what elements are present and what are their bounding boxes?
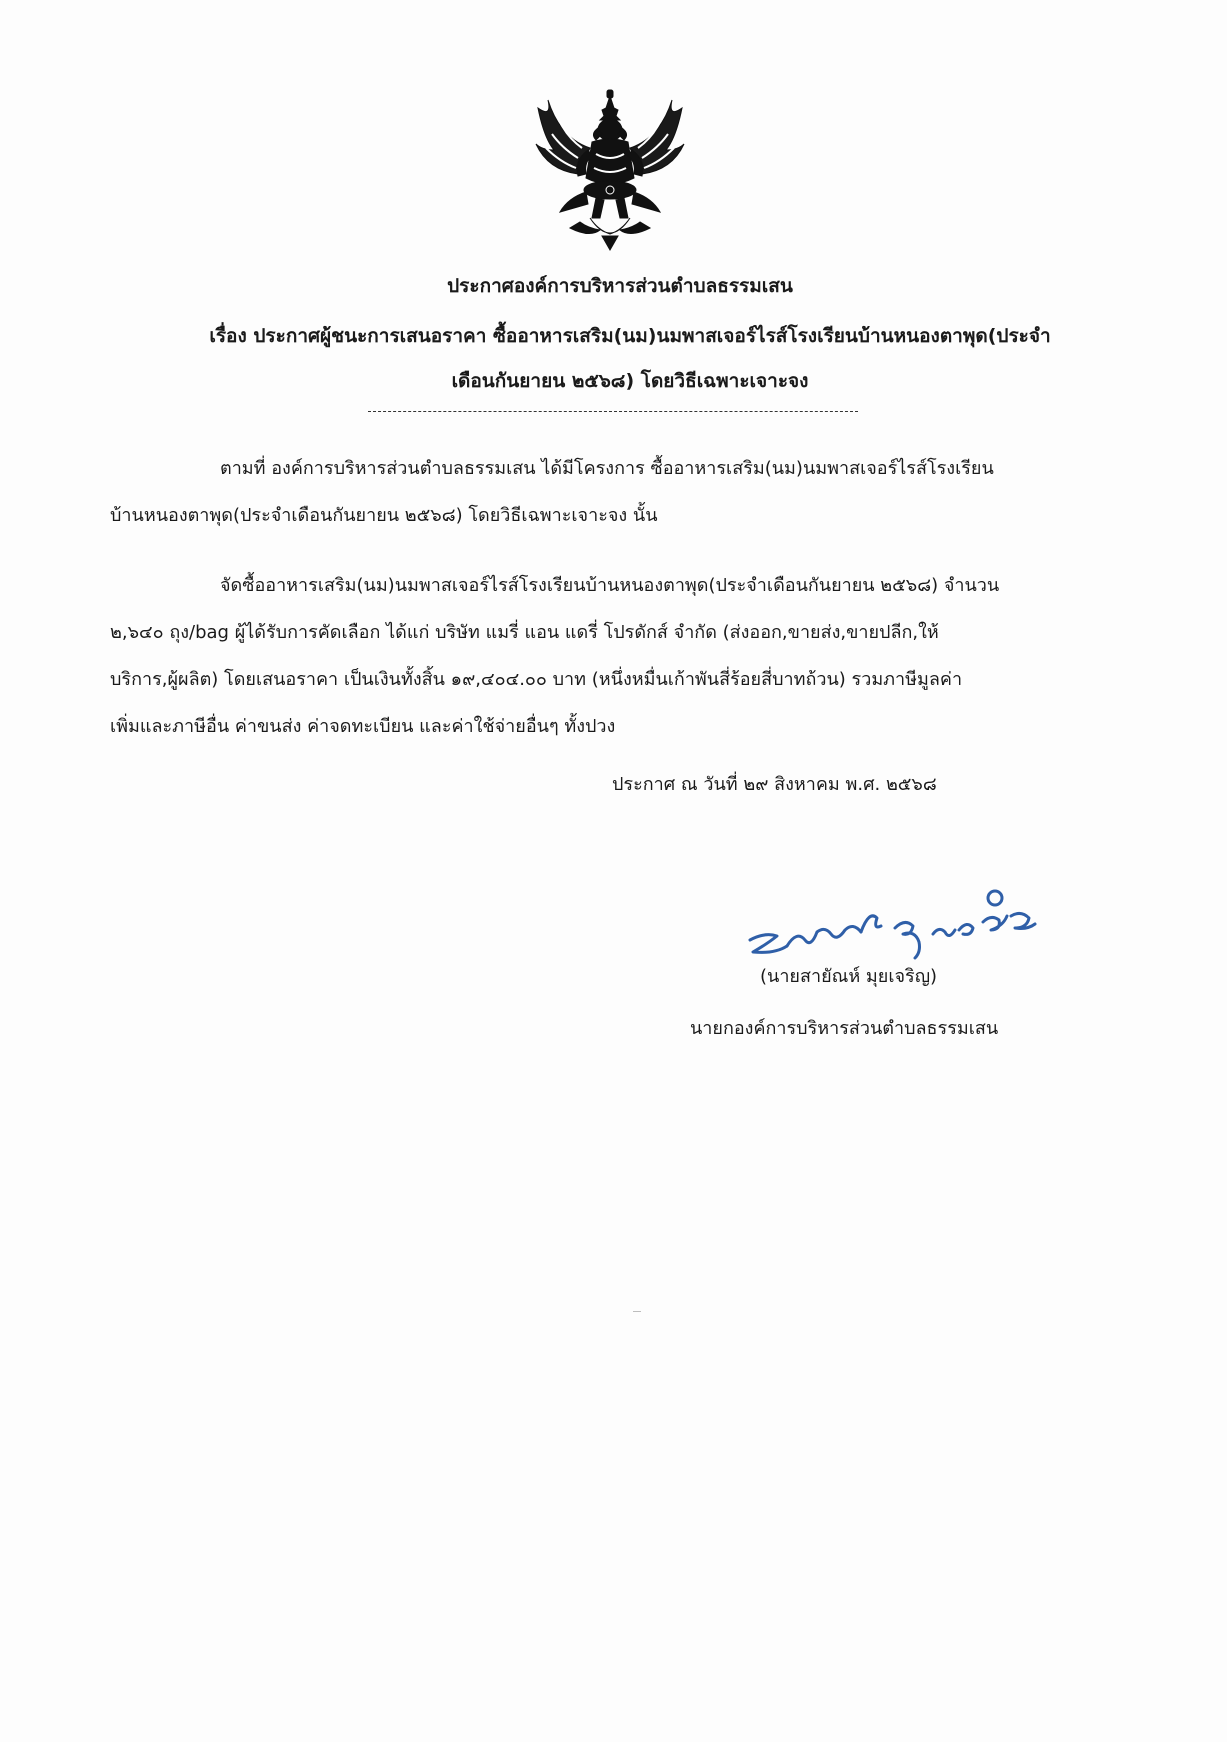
divider-line — [368, 411, 858, 412]
subject-line: เรื่อง ประกาศผู้ชนะการเสนอราคา ซื้ออาหารเสริม(นม)นมพาสเจอร์ไรส์โรงเรียนบ้านหนองตาพุด(ประจำ — [209, 325, 1051, 347]
signatory-name: (นายสายัณห์ มุยเจริญ) — [760, 966, 938, 987]
scan-speck — [633, 1311, 641, 1312]
paragraph-line: จัดซื้ออาหารเสริม(นม)นมพาสเจอร์ไรส์โรงเรียนบ้านหนองตาพุด(ประจำเดือนกันยายน ๒๕๖๘) จำนวน — [220, 575, 1000, 596]
signatory-position: นายกองค์การบริหารส่วนตำบลธรรมเสน — [690, 1018, 999, 1039]
paragraph-line: ๒,๖๔๐ ถุง/bag ผู้ได้รับการคัดเลือก ได้แก่ บริษัท แมรี่ แอน แดรี่ โปรดักส์ จำกัด (ส่งออก,ขายส่ง,ขายปลีก,ให้ — [110, 622, 939, 643]
paragraph-line: บ้านหนองตาพุด(ประจำเดือนกันยายน ๒๕๖๘) โดยวิธีเฉพาะเจาะจง นั้น — [110, 505, 658, 526]
subject-line: เดือนกันยายน ๒๕๖๘) โดยวิธีเฉพาะเจาะจง — [451, 370, 809, 392]
announcement-title: ประกาศองค์การบริหารส่วนตำบลธรรมเสน — [447, 275, 793, 297]
handwritten-signature — [745, 870, 1050, 970]
paragraph-line: เพิ่มและภาษีอื่น ค่าขนส่ง ค่าจดทะเบียน และค่าใช้จ่ายอื่นๆ ทั้งปวง — [110, 716, 616, 737]
paragraph-line: ตามที่ องค์การบริหารส่วนตำบลธรรมเสน ได้มีโครงการ ซื้ออาหารเสริม(นม)นมพาสเจอร์ไรส์โรงเรียน — [220, 458, 994, 479]
garuda-emblem-icon — [530, 78, 690, 253]
paragraph-line: บริการ,ผู้ผลิต) โดยเสนอราคา เป็นเงินทั้งสิ้น ๑๙,๔๐๔.๐๐ บาท (หนึ่งหมื่นเก้าพันสี่ร้อยสี่บาทถ้วน) รวมภาษีมูลค่า — [110, 669, 963, 690]
paragraph-intro — [110, 445, 1100, 539]
paragraph-award — [110, 562, 1100, 750]
announcement-subject — [160, 314, 1100, 404]
announcement-date: ประกาศ ณ วันที่ ๒๙ สิงหาคม พ.ศ. ๒๕๖๘ — [612, 774, 937, 795]
